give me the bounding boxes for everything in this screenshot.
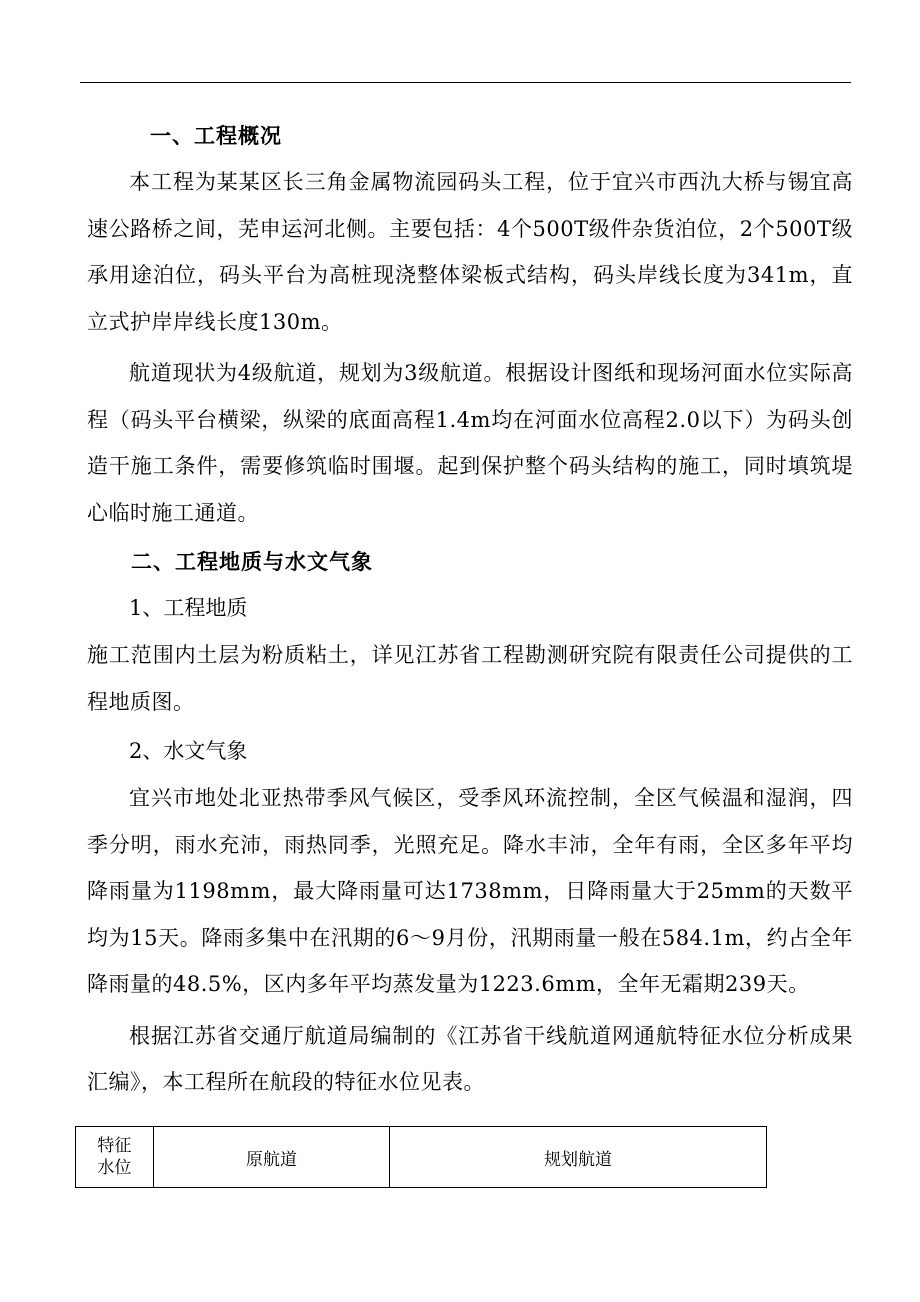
header-cell-line: 水位	[97, 1158, 132, 1178]
table-header-row	[76, 1127, 767, 1188]
section-heading-overview: 一、工程概况	[150, 123, 282, 148]
header-cell-planned-channel: 规划航道	[390, 1127, 767, 1188]
document-body	[87, 113, 853, 1106]
subsection-title-hydrology: 2、水文气象	[129, 739, 248, 763]
header-rule	[80, 82, 851, 83]
header-cell-water-level	[76, 1127, 154, 1188]
header-cell-original-channel: 原航道	[153, 1127, 389, 1188]
water-level-table	[75, 1126, 767, 1188]
geology-paragraph: 施工范围内土层为粉质粘土，详见江苏省工程勘测研究院有限责任公司提供的工程地质图。	[87, 643, 853, 714]
overview-paragraph-1: 本工程为某某区长三角金属物流园码头工程，位于宜兴市西氿大桥与锡宜高速公路桥之间，芜申运河北侧。主要包括：4个500T级件杂货泊位，2个500T级承用途泊位，码头平台为高桩现浇整体梁板式结构，码头岸线长度为341m，直立式护岸岸线长度130m。	[87, 170, 853, 334]
header-cell-line: 特征	[97, 1136, 132, 1156]
table-intro-paragraph: 根据江苏省交通厅航道局编制的《江苏省干线航道网通航特征水位分析成果汇编》，本工程所在航段的特征水位见表。	[87, 1023, 853, 1094]
overview-paragraph-2: 航道现状为4级航道，规划为3级航道。根据设计图纸和现场河面水位实际高程（码头平台横梁，纵梁的底面高程1.4m均在河面水位高程2.0以下）为码头创造干施工条件，需要修筑临时围堰。起到保护整个码头结构的施工，同时填筑堤心临时施工通道。	[87, 361, 853, 525]
hydrology-paragraph: 宜兴市地处北亚热带季风气候区，受季风环流控制，全区气候温和湿润，四季分明，雨水充沛，雨热同季，光照充足。降水丰沛，全年有雨，全区多年平均降雨量为1198mm，最大降雨量可达1738mm，日降雨量大于25mm的天数平均为15天。降雨多集中在汛期的6～9月份，汛期雨量一般在584.1m，约占全年降雨量的48.5%，区内多年平均蒸发量为1223.6mm，全年无霜期239天。	[87, 786, 853, 996]
subsection-title-geology: 1、工程地质	[129, 596, 248, 620]
section-heading-geology-hydrology: 二、工程地质与水文气象	[131, 549, 373, 574]
